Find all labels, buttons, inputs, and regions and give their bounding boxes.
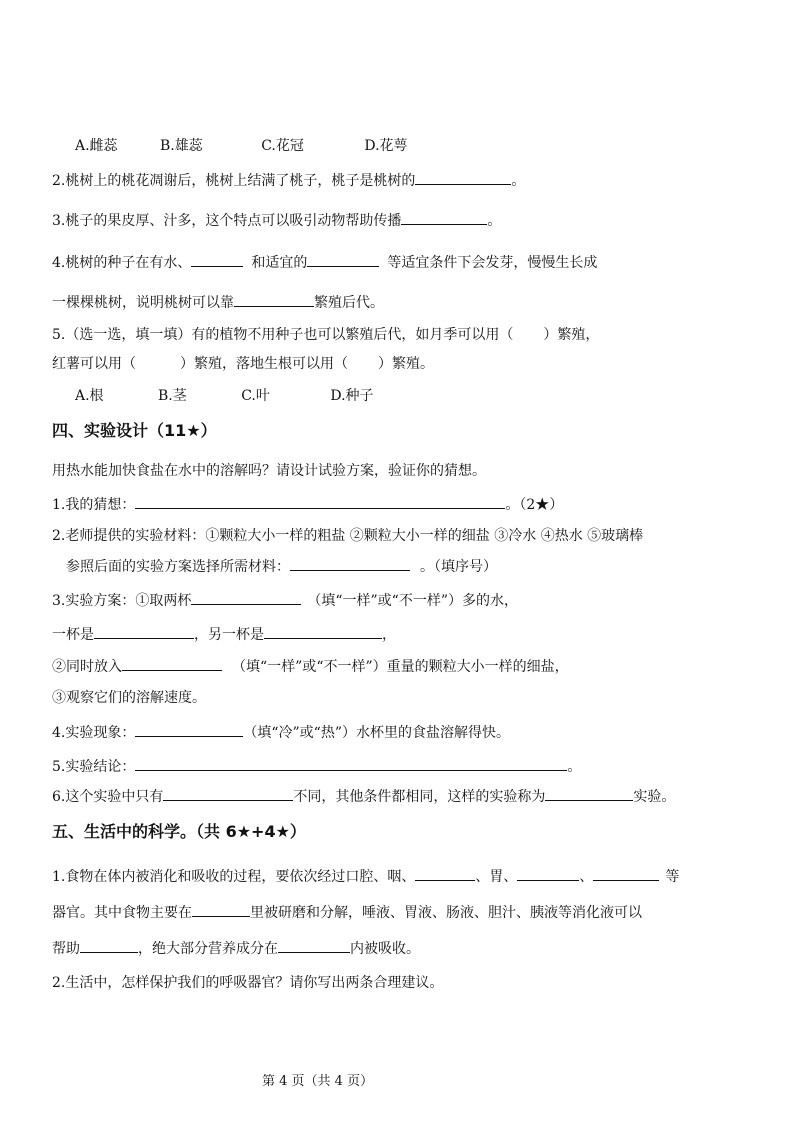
page-footer: 第 4 页（共 4 页） [262,1074,374,1089]
blank[interactable] [290,556,410,571]
section-4-q3-c: ②同时放入 （填“一样”或“不一样”）重量的颗粒大小一样的细盐， [52,656,569,677]
section-5-q1-c: 帮助 ，绝大部分营养成分在 内被吸收。 [52,938,420,959]
section-4-q1: 1.我的猜想： 。（2★） [52,494,563,515]
question-3-4: 4.桃树的种子在有水、 和适宜的 等适宜条件下会发芽，慢慢生长成 [52,252,597,273]
section-5-q1: 1.食物在体内被消化和吸收的过程，要依次经过口腔、咽、 、胃、 、 等 [52,866,679,887]
blank[interactable] [191,252,243,267]
blank[interactable] [307,252,379,267]
question-3-4-cont: 一棵棵桃树，说明桃树可以靠 繁殖后代。 [52,292,384,313]
blank[interactable] [415,866,475,881]
blank[interactable] [80,938,138,953]
section-4-q3: 3.实验方案：①取两杯 （填“一样”或“不一样”）多的水， [52,590,518,611]
option-b: B.雄蕊 [160,138,203,154]
section-5-title: 五、生活中的科学。（共 6★+4★） [52,822,306,841]
blank[interactable] [264,624,382,639]
question-3-2: 2.桃树上的桃花凋谢后，桃树上结满了桃子，桃子是桃树的 。 [52,170,525,191]
section-4-intro: 用热水能加快食盐在水中的溶解吗？请设计试验方案，验证你的猜想。 [52,463,486,479]
section-4-q2-cont: 参照后面的实验方案选择所需材料： 。（填序号） [66,556,497,577]
option-a: A.雌蕊 [75,138,118,154]
blank[interactable] [135,756,567,771]
q3-5-options: A.根 B.茎 C.叶 D.种子 [75,388,374,404]
section-4-title: 四、实验设计（11★） [52,421,217,440]
blank[interactable] [415,170,511,185]
section-4-q5: 5.实验结论： 。 [52,756,581,777]
section-4-q4: 4.实验现象： （填“冷”或“热”）水杯里的食盐溶解得快。 [52,722,510,743]
blank[interactable] [135,722,243,737]
blank[interactable] [191,590,301,605]
section-5-q1-b: 器官。其中食物主要在 里被研磨和分解，唾液、胃液、肠液、胆汁、胰液等消化液可以 [52,902,642,923]
option-c: C.花冠 [261,138,304,154]
question-3-3: 3.桃子的果皮厚、汁多，这个特点可以吸引动物帮助传播 。 [52,210,501,231]
section-4-q3-b: 一杯是 ，另一杯是 ， [52,624,396,645]
blank[interactable] [278,938,350,953]
question-3-5-cont: 红薯可以用（ ）繁殖，落地生根可以用（ ）繁殖。 [52,356,434,372]
blank[interactable] [122,656,222,671]
q3-1-options [75,136,408,156]
section-5-q2: 2.生活中，怎样保护我们的呼吸器官？请你写出两条合理建议。 [52,975,444,991]
blank[interactable] [545,786,633,801]
blank[interactable] [401,210,487,225]
question-3-5: 5.（选一选，填一填）有的植物不用种子也可以繁殖后代，如月季可以用（ ）繁殖， [52,327,600,343]
blank[interactable] [192,902,250,917]
blank[interactable] [94,624,194,639]
blank[interactable] [517,866,579,881]
blank[interactable] [135,494,505,509]
blank[interactable] [593,866,659,881]
section-4-q3-d: ③观察它们的溶解速度。 [52,690,206,706]
option-d: D.花萼 [364,138,408,154]
blank[interactable] [163,786,293,801]
section-4-q6: 6.这个实验中只有 不同，其他条件都相同，这样的实验称为 实验。 [52,786,675,807]
blank[interactable] [234,292,314,307]
section-4-q2: 2.老师提供的实验材料：①颗粒大小一样的粗盐 ②颗粒大小一样的细盐 ③冷水 ④热水 ⑤玻璃棒 [52,528,644,544]
